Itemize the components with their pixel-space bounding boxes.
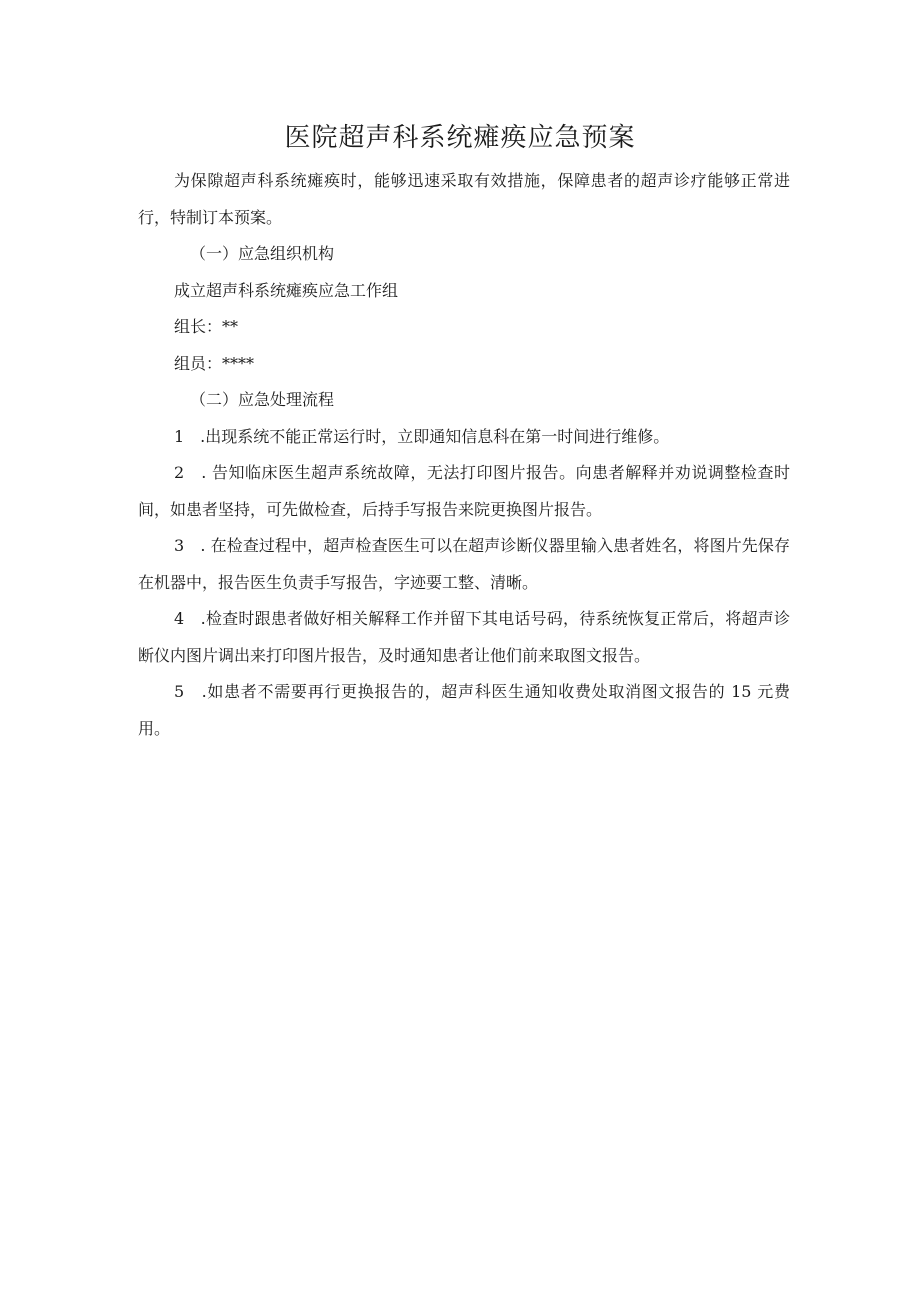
document-body (138, 163, 790, 747)
document-title: 医院超声科系统瘫痪应急预案 (284, 123, 636, 153)
procedure-step-5: 5 .如患者不需要再行更换报告的，超声科医生通知收费处取消图文报告的 15 元费用。 (138, 682, 790, 738)
procedure-step-3: 3 . 在检查过程中，超声检查医生可以在超声诊断仪器里输入患者姓名，将图片先保存在机器中，报告医生负责手写报告，字迹要工整、清晰。 (138, 536, 790, 592)
group-members-line: 组员：**** (174, 353, 255, 373)
group-leader-line: 组长：** (174, 317, 239, 336)
procedure-step-1: 1 .出现系统不能正常运行时，立即通知信息科在第一时间进行维修。 (174, 426, 670, 446)
section-heading-organization: （一）应急组织机构 (190, 244, 335, 263)
procedure-step-4: 4 .检查时跟患者做好相关解释工作并留下其电话号码，待系统恢复正常后，将超声诊断仪内图片调出来打印图片报告，及时通知患者让他们前来取图文报告。 (138, 609, 790, 665)
work-group-line: 成立超声科系统瘫痪应急工作组 (174, 280, 399, 300)
intro-paragraph: 为保隙超声科系统瘫痪时，能够迅速采取有效措施，保障患者的超声诊疗能够正常进行，特制订本预案。 (138, 171, 790, 227)
section-heading-procedure: （二）应急处理流程 (190, 390, 335, 409)
procedure-step-2: 2 . 告知临床医生超声系统故障，无法打印图片报告。向患者解释并劝说调整检查时间，如患者坚持，可先做检查，后持手写报告来院更换图片报告。 (138, 463, 790, 519)
